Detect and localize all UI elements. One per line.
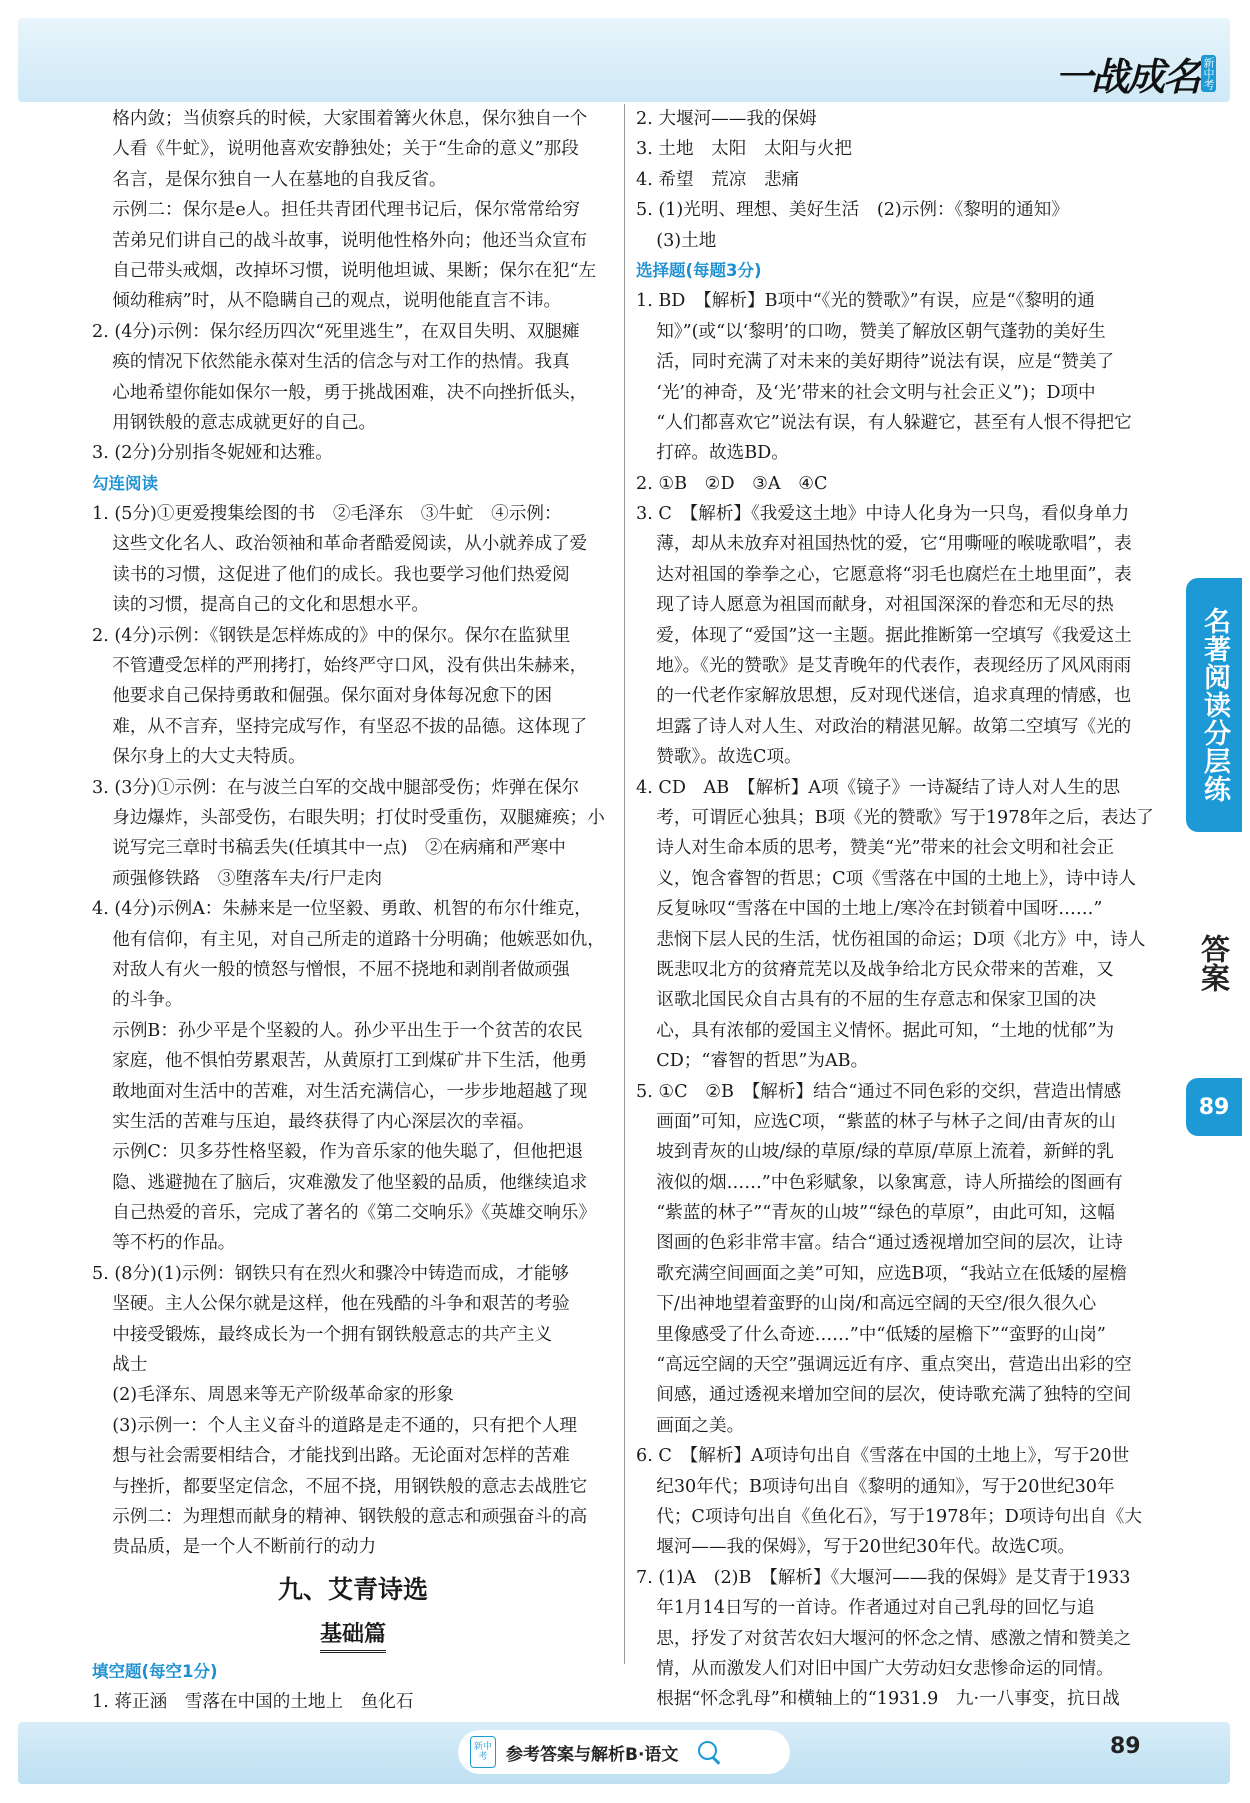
answer-line: 根据“怀念乳母”和横轴上的“1931.9 九·一八事变，抗日战 [656,1689,1120,1710]
page-badge: 89 [1186,1078,1242,1136]
answer-line: 坦露了诗人对人生、对政治的精湛见解。故第二空填写《光的 [656,716,1132,737]
answer-line: 堰河——我的保姆》，写于20世纪30年代。故选C项。 [656,1537,1076,1558]
answer-line: “紫蓝的林子”“青灰的山坡”“绿色的草原”，由此可知，这幅 [656,1203,1115,1224]
answer-line: 义，饱含睿智的哲思；C项《雪落在中国的土地上》，诗中诗人 [656,868,1136,889]
answer-line: 画面”可知，应选C项，“紫蓝的林子与林子之间/由青灰的山 [656,1111,1116,1132]
answer-item: 3. 土地 太阳 太阳与火把 [636,139,852,160]
header-band [18,18,1230,102]
answer-line: 想与社会需要相结合，才能找到出路。无论面对怎样的苦难 [112,1446,570,1467]
answer-line: 悲悯下层人民的生活，忧伤祖国的命运；D项《北方》中，诗人 [656,929,1146,950]
answer-line: (3)示例一：个人主义奋斗的道路是走不通的，只有把个人理 [112,1415,578,1436]
search-icon [696,1739,722,1765]
right-column [636,104,1158,1715]
brand-logo [1054,50,1216,99]
chapter-title: 九、艾青诗选 [277,1574,428,1604]
answer-item: 1. 蒋正涵 雪落在中国的土地上 鱼化石 [92,1692,414,1713]
answer-line: 爱，体现了“爱国”这一主题。据此推断第一空填写《我爱这土 [656,625,1132,646]
answer-item: 4. 希望 荒凉 悲痛 [636,169,800,190]
answer-item: 2. (4分)示例：保尔经历四次“死里逃生”，在双目失明、双腿瘫 [92,321,580,342]
answer-line: 思，抒发了对贫苦农妇大堰河的怀念之情、感激之情和赞美之 [656,1628,1132,1649]
answer-line: 他要求自己保持勇敢和倔强。保尔面对身体每况愈下的困 [112,686,553,707]
answer-item: 2. 大堰河——我的保姆 [636,109,817,129]
footer-logo-icon: 新中考 [470,1736,496,1768]
answer-line: 情，从而激发人们对旧中国广大劳动妇女悲惨命运的同情。 [656,1658,1114,1679]
answer-line: 中接受锻炼，最终成长为一个拥有钢铁般意志的共产主义 [112,1324,553,1345]
answer-line: 保尔身上的大丈夫特质。 [112,747,306,768]
answer-line: 达对祖国的拳拳之心，它愿意将“羽毛也腐烂在土地里面”，表 [656,564,1132,585]
answer-item: 1. BD 【解析】B项中“《光的赞歌》”有误，应是“《黎明的通 [636,291,1095,312]
answer-item: 1. (5分)①更爱搜集绘图的书 ②毛泽东 ③牛虻 ④示例： [92,504,562,525]
answer-line: 坚硬。主人公保尔就是这样，他在残酷的斗争和艰苦的考验 [112,1294,570,1315]
section-heading: 选择题(每题3分) [636,260,762,280]
answer-line: 知》”(或“以‘黎明’的口吻，赞美了解放区朝气蓬勃的美好生 [656,321,1106,342]
answer-line: 液似的烟……”中色彩赋象，以象寓意，诗人所描绘的图画有 [656,1172,1123,1193]
answer-line: 诗人对生命本质的思考，赞美“光”带来的社会文明和社会正 [656,838,1115,859]
answer-item: 6. C 【解析】A项诗句出自《雪落在中国的土地上》，写于20世 [636,1446,1130,1467]
section-subtitle: 基础篇 [92,1613,614,1657]
answer-line: 家庭，他不惧怕劳累艰苦，从黄原打工到煤矿井下生活，他勇 [112,1051,588,1072]
answer-line: 苦弟兄们讲自己的战斗故事，说明他性格外向；他还当众宣布 [112,230,588,251]
answer-line: 考，可谓匠心独具；B项《光的赞歌》写于1978年之后，表达了 [656,807,1154,828]
side-tab-book-reading: 名著阅读分层练 [1186,578,1242,832]
answer-item: 4. (4分)示例A：朱赫来是一位坚毅、勇敢、机智的布尔什维克， [92,899,592,920]
answer-line: “高远空阔的天空”强调远近有序、重点突出，营造出出彩的空 [656,1355,1132,1376]
answer-line: 倾幼稚病”时，从不隐瞒自己的观点，说明他能直言不讳。 [112,291,562,312]
answer-line: 读的习惯，提高自己的文化和思想水平。 [112,595,429,616]
section-heading: 勾连阅读 [92,473,158,493]
answer-item: 5. ①C ②B 【解析】结合“通过不同色彩的交织，营造出情感 [636,1081,1122,1102]
page-number: 89 [1110,1734,1141,1759]
answer-item: 3. (2分)分别指冬妮娅和达雅。 [92,443,333,464]
answer-line: 间感，通过透视来增加空间的层次，使诗歌充满了独特的空间 [656,1385,1132,1406]
answer-line: 读书的习惯，这促进了他们的成长。我也要学习他们热爱阅 [112,564,570,585]
answer-item: 4. CD AB 【解析】A项《镜子》一诗凝结了诗人对人生的思 [636,777,1121,798]
answer-line: 等不朽的作品。 [112,1233,236,1254]
answer-line: 贵品质，是一个人不断前行的动力 [112,1537,377,1558]
answer-label: 答案 [1197,934,1231,992]
answer-line: 下/出神地望着蛮野的山岗/和高远空阔的天空/很久很久心 [656,1294,1097,1315]
answer-line: 这些文化名人、政治领袖和革命者酷爱阅读，从小就养成了爱 [112,534,588,555]
answer-line: 里像感受了什么奇迹……”中“低矮的屋檐下”“蛮野的山岗” [656,1324,1106,1345]
answer-line: (2)毛泽东、周恩来等无产阶级革命家的形象 [112,1385,454,1406]
answer-line: 打碎。故选BD。 [656,443,789,464]
footer-title-pill [458,1730,790,1774]
section-heading: 填空题(每空1分) [92,1661,218,1681]
answer-line: 名言，是保尔独自一人在墓地的自我反省。 [112,169,447,190]
column-divider [624,104,625,1664]
answer-line: 示例二：保尔是e人。担任共青团代理书记后，保尔常常给穷 [112,200,581,221]
answer-line: 痪的情况下依然能永葆对生活的信念与对工作的热情。我真 [112,352,570,373]
answer-line: 地》。《光的赞歌》是艾青晚年的代表作，表现经历了风风雨雨 [656,656,1132,677]
answer-line: “人们都喜欢它”说法有误，有人躲避它，甚至有人恨不得把它 [656,412,1132,433]
footer-title: 参考答案与解析B·语文 [506,1744,679,1765]
answer-line: 示例B：孙少平是个坚毅的人。孙少平出生于一个贫苦的农民 [112,1020,583,1041]
answer-line: 薄，却从未放弃对祖国热忱的爱，它“用嘶哑的喉咙歌唱”，表 [656,534,1132,555]
answer-line: 对敌人有火一般的愤怒与憎恨，不屈不挠地和剥削者做顽强 [112,959,570,980]
answer-line: 实生活的苦难与压迫，最终获得了内心深层次的幸福。 [112,1111,535,1132]
answer-line: 讴歌北国民众自古具有的不屈的生存意志和保家卫国的决 [656,990,1097,1011]
answer-item: 5. (8分)(1)示例：钢铁只有在烈火和骤冷中铸造而成，才能够 [92,1263,569,1284]
answer-line: 身边爆炸，头部受伤，右眼失明；打仗时受重伤，双腿瘫痪；小 [112,807,605,828]
answer-line: (3)土地 [656,230,717,251]
answer-line: 歌充满空间画面之美”可知，应选B项，“我站立在低矮的屋檐 [656,1263,1127,1284]
answer-item: 5. (1)光明、理想、美好生活 (2)示例：《黎明的通知》 [636,200,1069,221]
answer-item: 2. (4分)示例：《钢铁是怎样炼成的》中的保尔。保尔在监狱里 [92,625,571,646]
answer-line: 代；C项诗句出自《鱼化石》，写于1978年；D项诗句出自《大 [656,1506,1143,1527]
answer-line: 人看《牛虻》，说明他喜欢安静独处；关于“生命的意义”那段 [112,139,579,160]
answer-line: 反复咏叹“雪落在中国的土地上/寒冷在封锁着中国呀……” [656,899,1103,920]
answer-line: ‘光’的神奇，及‘光’带来的社会文明与社会正义”)；D项中 [656,382,1096,403]
left-column [92,104,614,1718]
answer-line: 隐、逃避抛在了脑后，灾难激发了他坚毅的品质，他继续追求 [112,1172,588,1193]
answer-line: 的一代老作家解放思想，反对现代迷信，追求真理的情感，也 [656,686,1132,707]
answer-item: 2. ①B ②D ③A ④C [636,473,828,494]
answer-line: 自己热爱的音乐，完成了著名的《第二交响乐》《英雄交响乐》 [112,1203,597,1224]
answer-line: 示例C：贝多芬性格坚毅，作为音乐家的他失聪了，但他把退 [112,1142,584,1163]
answer-line: CD；“睿智的哲思”为AB。 [656,1051,869,1072]
answer-line: 心地希望你能如保尔一般，勇于挑战困难，决不向挫折低头， [112,382,588,403]
answer-line: 顽强修铁路 ③堕落车夫/行尸走肉 [112,868,383,889]
answer-line: 纪30年代；B项诗句出自《黎明的通知》，写于20世纪30年 [656,1476,1115,1497]
answer-line: 活，同时充满了对未来的美好期待”说法有误，应是“赞美了 [656,352,1115,373]
answer-line: 战士 [112,1355,148,1376]
answer-line: 敢地面对生活中的苦难，对生活充满信心，一步步地超越了现 [112,1081,588,1102]
answer-line: 他有信仰，有主见，对自己所走的道路十分明确；他嫉恶如仇， [112,929,605,950]
answer-line: 与挫折，都要坚定信念，不屈不挠，用钢铁般的意志去战胜它 [112,1476,588,1497]
answer-item: 3. (3分)①示例：在与波兰白军的交战中腿部受伤；炸弹在保尔 [92,777,580,798]
answer-line: 坡到青灰的山坡/绿的草原/绿的草原/草原上流着，新鲜的乳 [656,1142,1114,1163]
answer-line: 难，从不言弃，坚持完成写作，有坚忍不拔的品德。这体现了 [112,716,588,737]
answer-line: 说写完三章时书稿丢失(任填其中一点) ②在病痛和严寒中 [112,838,566,859]
answer-line: 画面之美。 [656,1415,745,1436]
answer-line: 格内敛；当侦察兵的时候，大家围着篝火休息，保尔独自一个 [112,109,588,129]
answer-line: 的斗争。 [112,990,183,1011]
answer-line: 图画的色彩非常丰富。结合“通过透视增加空间的层次，让诗 [656,1233,1123,1254]
answer-line: 自己带头戒烟，改掉坏习惯，说明他坦诚、果断；保尔在犯“左 [112,260,597,281]
answer-line: 赞歌》。故选C项。 [656,747,802,768]
answer-line: 示例二：为理想而献身的精神、钢铁般的意志和顽强奋斗的高 [112,1506,588,1527]
answer-line: 心，具有浓郁的爱国主义情怀。据此可知，“土地的忧郁”为 [656,1020,1115,1041]
answer-line: 年1月14日写的一首诗。作者通过对自己乳母的回忆与追 [656,1598,1095,1619]
answer-line: 既悲叹北方的贫瘠荒芜以及战争给北方民众带来的苦难，又 [656,959,1114,980]
brand-subtitle: 新中考 [1202,56,1215,90]
answer-item: 7. (1)A (2)B 【解析】《大堰河——我的保姆》是艾青于1933 [636,1567,1131,1588]
brand-title: 一战成名 [1054,54,1199,99]
answer-item: 3. C 【解析】《我爱这土地》中诗人化身为一只鸟，看似身单力 [636,504,1130,525]
answer-line: 现了诗人愿意为祖国而献身，对祖国深深的眷恋和无尽的热 [656,595,1114,616]
answer-line: 用钢铁般的意志成就更好的自己。 [112,412,377,433]
answer-line: 不管遭受怎样的严刑拷打，始终严守口风，没有供出朱赫来， [112,656,588,677]
